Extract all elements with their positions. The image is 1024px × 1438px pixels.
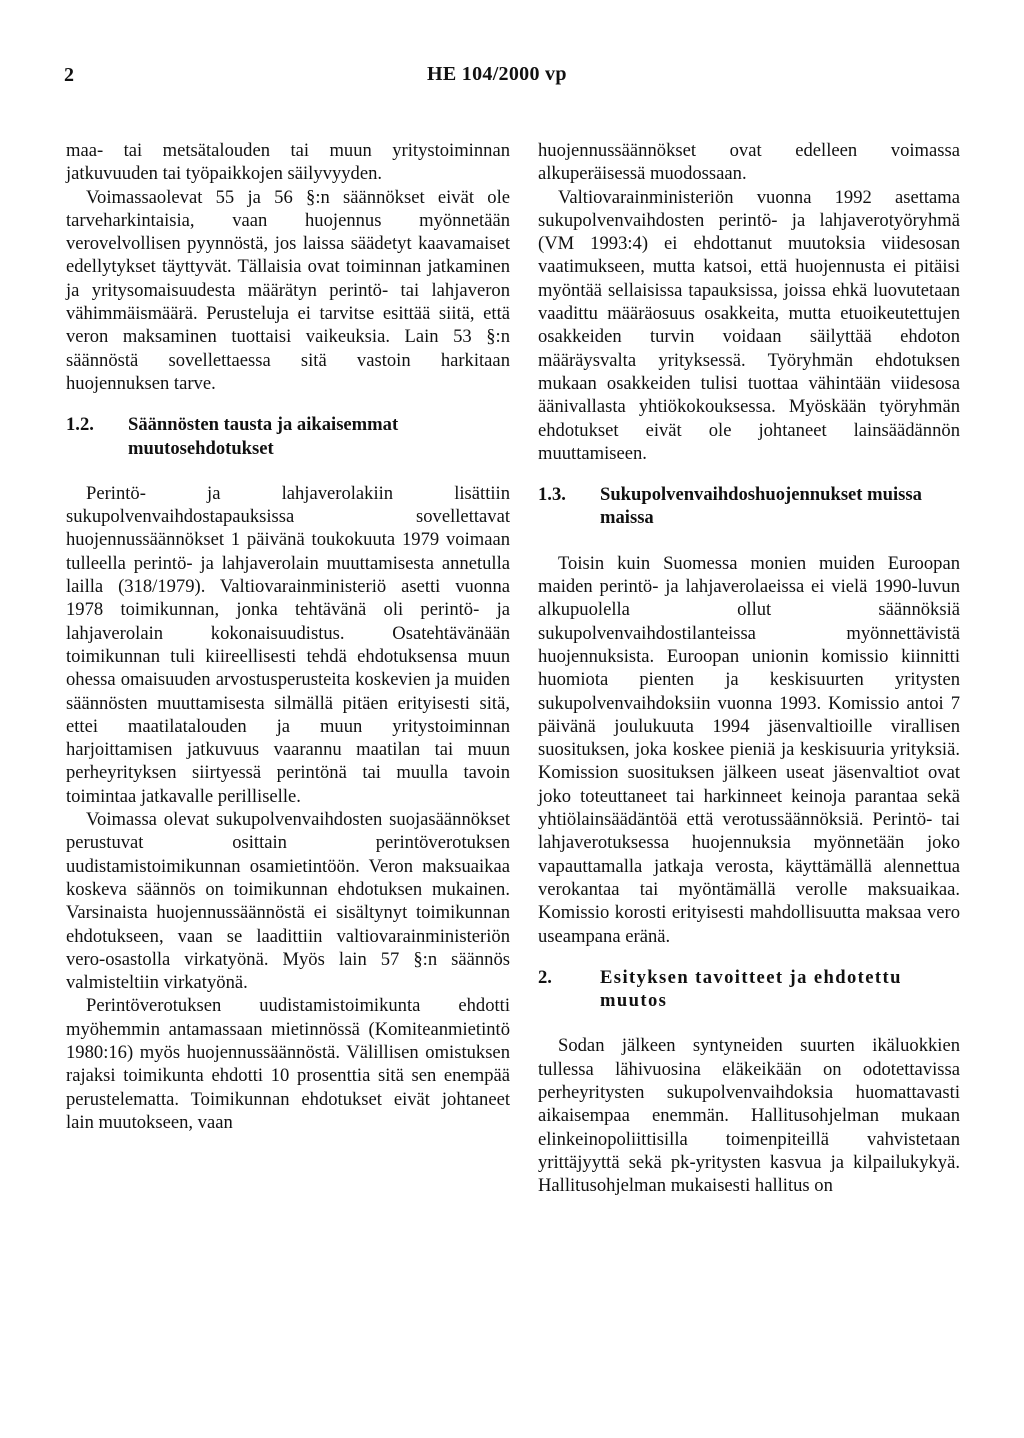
left-column: [66, 139, 510, 1134]
section-heading-1-2: [66, 413, 510, 460]
paragraph: maa- tai metsätalouden tai muun yritystoiminnan jatkuvuuden tai työpaikkojen säilyvyyden.: [66, 140, 510, 185]
paragraph: Voimassa olevat sukupolvenvaihdosten suojasäännökset perustuvat osittain perintöverotuksen uudistamistoimikunnan osamietintöön. Veron maksuaikaa koskeva säännös on toimikunnan ehdotuksen mukainen. Varsinaista huojennussäännöstä ei sisältynyt toimikunnan ehdotukseen, vaan se laadittiin valtiovarainministeriön vero-osastolla virkatyönä. Myös lain 57 §:n säännös valmisteltiin virkatyönä.: [66, 809, 510, 994]
paragraph: Voimassaolevat 55 ja 56 §:n säännökset eivät ole tarveharkintaisia, vaan huojennus myönnetään verovelvollisen pyynnöstä, jos laissa säädetyt kaavamaiset edellytykset täyttyvät. Tällaisia ovat toiminnan jatkaminen ja yritysomaisuudesta määrätyn perintö- tai lahjaveron vähimmäismäärä. Perusteluja ei tarvitse esittää siitä, että veron maksaminen tuottaisi vaikeuksia. Lain 53 §:n säännöstä sovellettaessa sitä vastoin harkitaan huojennuksen tarve.: [66, 186, 510, 394]
section-heading-1-3: [538, 483, 960, 530]
paragraph: Valtiovarainministeriön vuonna 1992 asettama sukupolvenvaihdosten perintö- ja lahjaverotyöryhmä (VM 1993:4) ei ehdottanut muutoksia viidesosan vaatimukseen, mutta katsoi, että huojennusta ei pitäisi myöntää sellaisissa tapauksissa, joissa ehkä luovutetaan vaadittu määräosuus osakkeita, mutta etuoikeutettujen osakkeiden turvin voidaan säilyttää ehdoton määräysvalta yrityksessä. Työryhmän ehdotuksen mukaan osakkeiden tulisi tuottaa vähintään viidesosa äänivallasta yhtiökokouksessa. Myöskään työryhmän ehdotukset eivät ole johtaneet lainsäädännön muuttamiseen.: [538, 186, 960, 464]
section-heading-2: [538, 966, 960, 1013]
paragraph: huojennussäännökset ovat edelleen voimassa alkuperäisessä muodossaan.: [538, 140, 960, 185]
section-title: Säännösten tausta ja aikaisemmat muutosehdotukset: [128, 414, 399, 459]
paragraph: Sodan jälkeen syntyneiden suurten ikäluokkien tullessa lähivuosina eläkeikään on odotettavissa perheyritysten sukupolvenvaihdoksia huomattavasti aikaisempaa enemmän. Hallitusohjelman mukaan elinkeinopoliittisilla toimenpiteillä vahvistetaan yrittäjyyttä sekä pk-yritysten kasvua ja kilpailukykyä. Hallitusohjelman mukaisesti hallitus on: [538, 1035, 960, 1197]
section-title: Esityksen tavoitteet ja ehdotettu muutos: [600, 966, 902, 1012]
running-title: HE 104/2000 vp: [427, 63, 567, 85]
paragraph: Perintöverotuksen uudistamistoimikunta ehdotti myöhemmin antamassaan mietinnössä (Komiteanmietintö 1980:16) myös huojennussäännöstä. Välillisen omistuksen rajaksi toimikunta ehdotti 10 prosenttia sitä sen enempää perustelematta. Toimikunnan ehdotukset eivät johtaneet lain muutokseen, vaan: [66, 995, 510, 1133]
section-number: 2.: [538, 966, 552, 988]
page-number: 2: [64, 64, 74, 86]
paragraph: Toisin kuin Suomessa monien muiden Euroopan maiden perintö- ja lahjaverolaeissa ei vielä 1990-luvun alkupuolella ollut säännöksiä sukupolvenvaihdostilanteissa myönnettävistä huojennuksista. Euroopan unionin komissio kiinnitti huomiota pienten ja keskisuurten yritysten sukupolvenvaihdoksiin vuonna 1993. Komissio antoi 7 päivänä joulukuuta 1994 jäsenvaltioille virallisen suosituksen, joka koskee pieniä ja keskisuuria yrityksiä. Komission suosituksen jälkeen useat jäsenvaltiot ovat joko toteuttaneet tai harkinneet keinoja parantaa sekä yhtiölainsäädäntöä että verotussäännöksiä. Perintö- tai lahjaverotuksessa huojennuksia myönnetään joko vapauttamalla jatkaja verosta, käyttämällä alennettua verokantaa tai myöntämällä verolle maksuaikaa. Komissio korosti erityisesti mahdollisuutta maksaa vero useampana eränä.: [538, 552, 960, 947]
section-number: 1.3.: [538, 484, 566, 506]
section-title: Sukupolvenvaihdoshuojennukset muissa maissa: [600, 484, 922, 529]
right-column: [538, 139, 960, 1197]
paragraph: Perintö- ja lahjaverolakiin lisättiin sukupolvenvaihdostapauksissa sovellettavat huojennussäännökset 1 päivänä toukokuuta 1979 voimaan tulleella perintö- ja lahjaverolain muuttamisesta annetulla lailla (318/1979). Valtiovarainministeriö asetti vuonna 1978 toimikunnan, jonka tehtävänä oli perintö- ja lahjaverolain kokonaisuudistus. Osatehtävänään toimikunnan tuli kiireellisesti tehdä ehdotuksensa muun ohessa omaisuuden arvostusperusteita koskevien ja muiden säännösten muuttamisesta silmällä pitäen erityisesti sitä, ettei maatilatalouden ja muun yritystoiminnan harjoittamisen jatkuvuus vaarannu maatilan tai muun perheyrityksen siirtyessä perintönä tai muulla tavoin toimintaa jatkavalle perilliselle.: [66, 482, 510, 807]
section-number: 1.2.: [66, 414, 94, 436]
